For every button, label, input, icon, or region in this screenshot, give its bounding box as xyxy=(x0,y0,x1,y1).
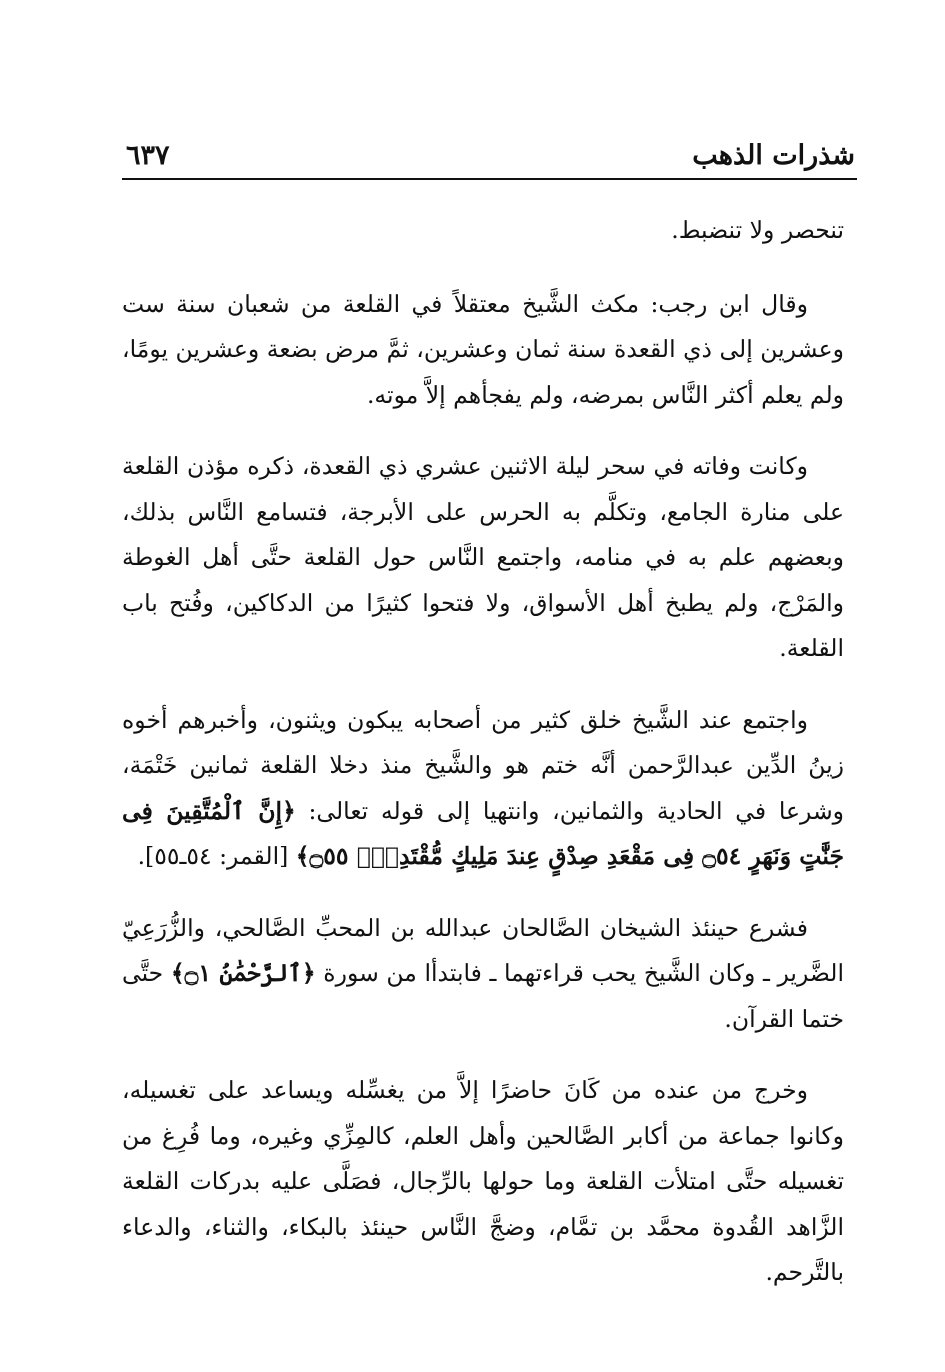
paragraph-4 xyxy=(122,698,844,880)
quran-verse-al-qamar: ﴿إِنَّ ٱلْمُتَّقِينَ فِى جَنَّٰتٍ وَنَهَرٍ ۝٥٤ فِى مَقْعَدِ صِدْقٍ عِندَ مَلِيكٍ مُّقْتَدِرٍۭ ۝٥٥﴾ xyxy=(122,796,844,870)
book-title: شذرات الذهب xyxy=(692,140,855,171)
paragraph-1: تنحصر ولا تنضبط. xyxy=(671,216,844,244)
page-number: ٦٣٧ xyxy=(126,140,170,171)
running-header xyxy=(122,132,857,180)
quran-reference-al-qamar: [القمر: ٥٤ـ٥٥]. xyxy=(137,842,296,870)
paragraph-4-text: واجتمع عند الشَّيخ خلق كثير من أصحابه يبكون ويثنون، وأخبرهم أخوه زينُ الدِّين عبدالرَّحمن أنَّه ختم هو والشَّيخ منذ دخلا القلعة ثمانين خَتْمَة، وشرعا في الحادية والثمانين، وانتهيا إلى قوله تعالى: xyxy=(122,705,845,825)
paragraph-5-ending: حتَّى ختما القرآن. xyxy=(122,959,844,1033)
quran-verse-ar-rahman: ﴿ٱلرَّحْمَٰنُ ۝١﴾ xyxy=(170,959,316,987)
paragraph-3: وكانت وفاته في سحر ليلة الاثنين عشري ذي القعدة، ذكره مؤذن القلعة على منارة الجامع، وتكلَّم به الحرس على الأبرجة، فتسامع النَّاس بذلك، وبعضهم علم به في منامه، واجتمع النَّاس حول القلعة حتَّى أهل الغوطة والمَرْج، ولم يطبخ أهل الأسواق، ولا فتحوا كثيرًا من الدكاكين، وفُتح باب القلعة. xyxy=(122,452,844,662)
paragraph-2: وقال ابن رجب: مكث الشَّيخ معتقلاً في القلعة من شعبان سنة ست وعشرين إلى ذي القعدة سنة ثمان وعشرين، ثمَّ مرض بضعة وعشرين يومًا، ولم يعلم أكثر النَّاس بمرضه، ولم يفجأهم إلاَّ موته. xyxy=(122,289,844,409)
body-text xyxy=(122,208,844,1322)
paragraph-6: وخرج من عنده من كَانَ حاضرًا إلاَّ من يغسِّله ويساعد على تغسيله، وكانوا جماعة من أكابر الصَّالحين وأهل العلم، كالمِزِّي وغيره، وما فُرِغ من تغسيله حتَّى امتلأت القلعة وما حولها بالرِّجال، فصَلَّى عليه بدركات القلعة الزَّاهد القُدوة محمَّد بن تمَّام، وضجَّ النَّاس حينئذ بالبكاء، والثناء، والدعاء بالتَّرحم. xyxy=(122,1076,844,1286)
paragraph-5-text: فشرع حينئذ الشيخان الصَّالحان عبدالله بن المحبِّ الصَّالحي، والزُّرَعِيّ الضَّرير ـ وكان الشَّيخ يحب قراءتهما ـ فابتدأا من سورة xyxy=(122,913,844,987)
paragraph-5 xyxy=(122,906,844,1043)
